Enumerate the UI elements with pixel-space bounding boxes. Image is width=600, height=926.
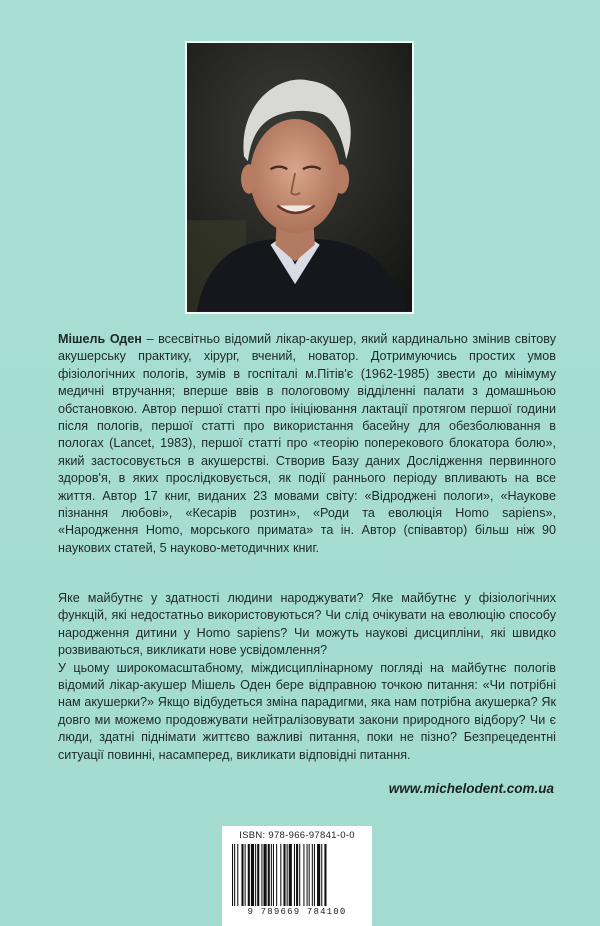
isbn-label: ISBN: 978-966-97841-0-0 xyxy=(239,830,355,841)
author-biography xyxy=(58,331,556,557)
barcode-bar xyxy=(264,844,267,906)
barcode-digits: 9 789669 784100 xyxy=(247,907,347,917)
barcode-bar xyxy=(283,844,285,906)
barcode-bar xyxy=(255,844,256,906)
barcode-bar xyxy=(237,844,238,906)
barcode-bar xyxy=(324,844,326,906)
isbn-barcode xyxy=(222,826,372,926)
book-description xyxy=(58,590,556,764)
barcode-bar xyxy=(294,844,295,906)
barcode-bar xyxy=(245,844,246,906)
description-paragraph-2: У цьому широкомасштабному, міждисциплінарному погляді на майбутнє пологів відомий лікар-акушер Мішель Оден бере відправною точкою питання: «Чи потрібні нам акушерки?» Якщо відбудеться зміна парадигми, яка нам потрібна акушерка? Як довго ми можемо продовжувати нейтралізовувати закони природного відбору? Чи є люди, здатні піднімати життєво важливі питання, поки не пізно? Безпрецедентні ситуації повинні, насамперед, викликати відповідні питання. xyxy=(58,660,556,762)
barcode-bar xyxy=(299,844,300,906)
barcode-bar xyxy=(234,844,235,906)
barcode-bar xyxy=(276,844,277,906)
barcode-bar xyxy=(307,844,308,906)
barcode-bar xyxy=(321,844,322,906)
barcode-bar xyxy=(317,844,320,906)
barcode-bar xyxy=(303,844,304,906)
description-paragraph-1: Яке майбутнє у здатності людини народжувати? Яке майбутнє у фізіологічних функцій, які недостатньо використовуються? Чи слід очікувати на еволюцію способу народження дитини у Homo sapiens? Чи можуть наукові дисципліни, які швидко розвиваються, викликати нове усвідомлення? xyxy=(58,591,556,658)
barcode-bar xyxy=(232,844,233,906)
author-name: Мішель Оден xyxy=(58,332,142,346)
barcode-bar xyxy=(309,844,310,906)
barcode-bar xyxy=(257,844,259,906)
barcode-bar xyxy=(314,844,315,906)
barcode-bar xyxy=(280,844,281,906)
barcode-bar xyxy=(312,844,313,906)
barcode-bar xyxy=(287,844,288,906)
barcode-bar xyxy=(248,844,250,906)
barcode-bar xyxy=(273,844,274,906)
barcode-bar xyxy=(261,844,262,906)
author-photo xyxy=(185,41,414,314)
author-bio-text: – всесвітньо відомий лікар-акушер, який кардинально змінив світову акушерську практику, хірург, вчений, новатор. Дотримуючись простих умов фізіологічних пологів, зумів в госпіталі м.Пітів'є (1962-1985) звести до мінімуму медичні втручання; вперше ввів в пологовому відділенні палати з домашньою обстановкою. Автор першої статті про ініціювання лактації протягом першої години після пологів, першої статті про використання басейну для обезболювання в пологах (Lancet, 1983), першої статті про «теорію поперекового блокатора болю», який застосовується в акушерстві. Створив Базу даних Дослідження первинного здоров'я, в яких прослідковується, як події раннього періоду впливають на все життя. Автор 17 книг, виданих 23 мовами світу: «Відроджені пологи», «Наукове пізнання любові», «Кесарів розтин», «Роди та еволюція Homo sapiens», «Народження Homo, морського примата» та ін. Автор (співавтор) більш ніж 90 наукових статей, 5 науково-методичних книг. xyxy=(58,332,556,555)
barcode-bar xyxy=(268,844,270,906)
barcode-bars xyxy=(230,844,364,906)
author-portrait-image xyxy=(187,43,412,312)
barcode-bar xyxy=(289,844,292,906)
barcode-bar xyxy=(241,844,243,906)
barcode-bar xyxy=(251,844,254,906)
website-url: www.michelodent.com.ua xyxy=(388,781,554,796)
barcode-bar xyxy=(296,844,298,906)
barcode-bar xyxy=(271,844,272,906)
